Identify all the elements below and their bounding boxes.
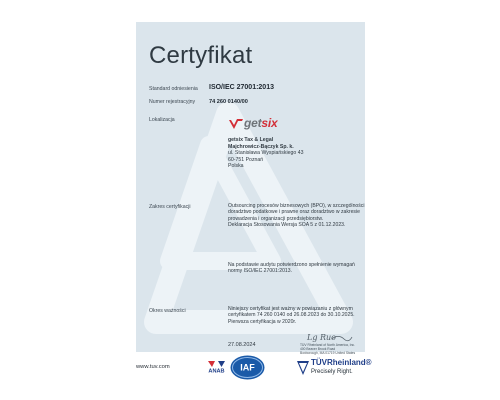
company-line-4: 60-751 Poznań: [228, 156, 264, 163]
logo-text-get: get: [244, 116, 262, 130]
basis-line-2: normy ISO/IEC 27001:2013.: [228, 268, 292, 275]
iaf-badge-icon: [229, 354, 266, 381]
scope-line-1: Outsourcing procesów biznesowych (BPO), w szczególności: [228, 203, 365, 209]
company-line-1: getsix Tax & Legal: [228, 137, 274, 143]
scope-label: Zakres certyfikacji: [149, 204, 191, 210]
getsix-logo-icon: [228, 117, 288, 131]
validity-line-1: Niniejszy certyfikat jest ważny w powiązaniu z głównym: [228, 306, 353, 312]
anab-text: ANAB: [208, 368, 225, 375]
validity-text: [228, 306, 358, 325]
scope-line-4: Deklaracja Stosowania Wersja SOA 5 z 01.12.2023.: [228, 222, 346, 229]
standard-label: Standard odniesienia: [149, 86, 198, 92]
company-line-3: ul. Stanisława Wyspiańskiego 43: [228, 150, 304, 156]
footer-url: www.tuv.com: [136, 364, 170, 370]
issue-date: 27.08.2024: [228, 342, 256, 348]
scope-text: [228, 203, 365, 229]
tuv-brand-text: TÜVRheinland®: [311, 358, 372, 367]
validity-line-2: certyfikatem 74 260 0140 od 26.08.2023 do 30.10.2025.: [228, 312, 355, 319]
standard-value: ISO/IEC 27001:2013: [209, 84, 274, 91]
audit-basis-text: [228, 262, 358, 275]
issuer-line-1: TÜV Rheinland of North America, Inc.: [300, 343, 355, 347]
logo-text-six: six: [261, 116, 278, 130]
registration-value: 74 260 0140/00: [209, 99, 248, 105]
basis-line-1: Na podstawie audytu potwierdzono spełnienie wymagań: [228, 262, 355, 268]
company-address: [228, 137, 358, 170]
validity-label: Okres ważności: [149, 308, 186, 314]
location-label: Lokalizacja: [149, 117, 175, 123]
iaf-text: IAF: [240, 362, 255, 373]
scope-line-2: doradztwo podatkowe i prawne oraz doradztwo w zakresie: [228, 209, 360, 216]
certificate-card: [136, 22, 365, 355]
issuer-line-2: 400 Beaver Brook Road: [300, 346, 336, 351]
certificate-title: Certyfikat: [149, 42, 253, 69]
scope-line-3: prowadzenia i organizacji przedsiębiorstw.: [228, 215, 324, 222]
company-line-5: Polska: [228, 163, 244, 169]
issuer-address: [300, 344, 364, 356]
getsix-logo-text: [244, 117, 278, 129]
tuv-tagline: Precisely Right.: [311, 369, 353, 375]
validity-line-3: Pierwsza certyfikacja w 2020r.: [228, 318, 297, 325]
issuer-line-3: Boxborough, MA 01719 United States: [300, 350, 356, 355]
triangle-watermark-icon: [136, 22, 365, 352]
registration-label: Numer rejestracyjny: [149, 99, 196, 105]
anab-badge-icon: [205, 357, 228, 377]
signature-text: Lg Ruo: [307, 333, 336, 342]
company-line-2: Majchrowicz-Bączyk Sp. k.: [228, 143, 294, 150]
signature: [305, 331, 353, 343]
tuv-logo: [296, 359, 380, 383]
tuv-logo-icon: [296, 360, 310, 378]
